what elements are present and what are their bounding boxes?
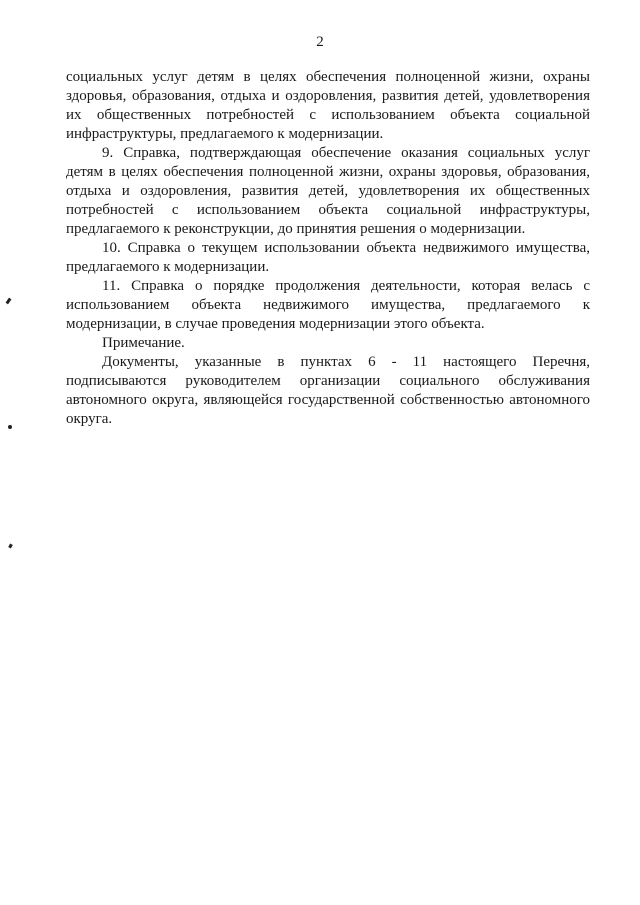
scan-artifact [8, 425, 12, 429]
scan-artifact [6, 298, 12, 305]
paragraph-continuation: социальных услуг детям в целях обеспечения полноценной жизни, охраны здоровья, образования, отдыха и оздоровления, развития детей, удовлетворения их общественных потребностей с использованием объекта социальной инфраструктуры, предлагаемого к модернизации. [66, 69, 590, 142]
paragraph-item-11: 11. Справка о порядке продолжения деятельности, которая велась с использованием объекта недвижимого имущества, предлагаемого к модернизации, в случае проведения модернизации этого объекта. [66, 278, 590, 332]
note-text: Документы, указанные в пунктах 6 - 11 настоящего Перечня, подписываются руководителем организации социального обслуживания автономного округа, являющейся государственной собственностью автономного округа. [66, 354, 590, 427]
note-heading: Примечание. [102, 335, 185, 351]
page-number: 2 [316, 34, 324, 50]
paragraph-item-9: 9. Справка, подтверждающая обеспечение оказания социальных услуг детям в целях обеспечения полноценной жизни, охраны здоровья, образования, отдыха и оздоровления, развития детей, удовлетворения их общественных потребностей с использованием объекта социальной инфраструктуры, предлагаемого к реконструкции, до принятия решения о модернизации. [66, 145, 590, 237]
paragraph-item-10: 10. Справка о текущем использовании объекта недвижимого имущества, предлагаемого к модернизации. [66, 240, 590, 275]
scan-artifact [8, 544, 13, 549]
document-body [66, 68, 590, 429]
